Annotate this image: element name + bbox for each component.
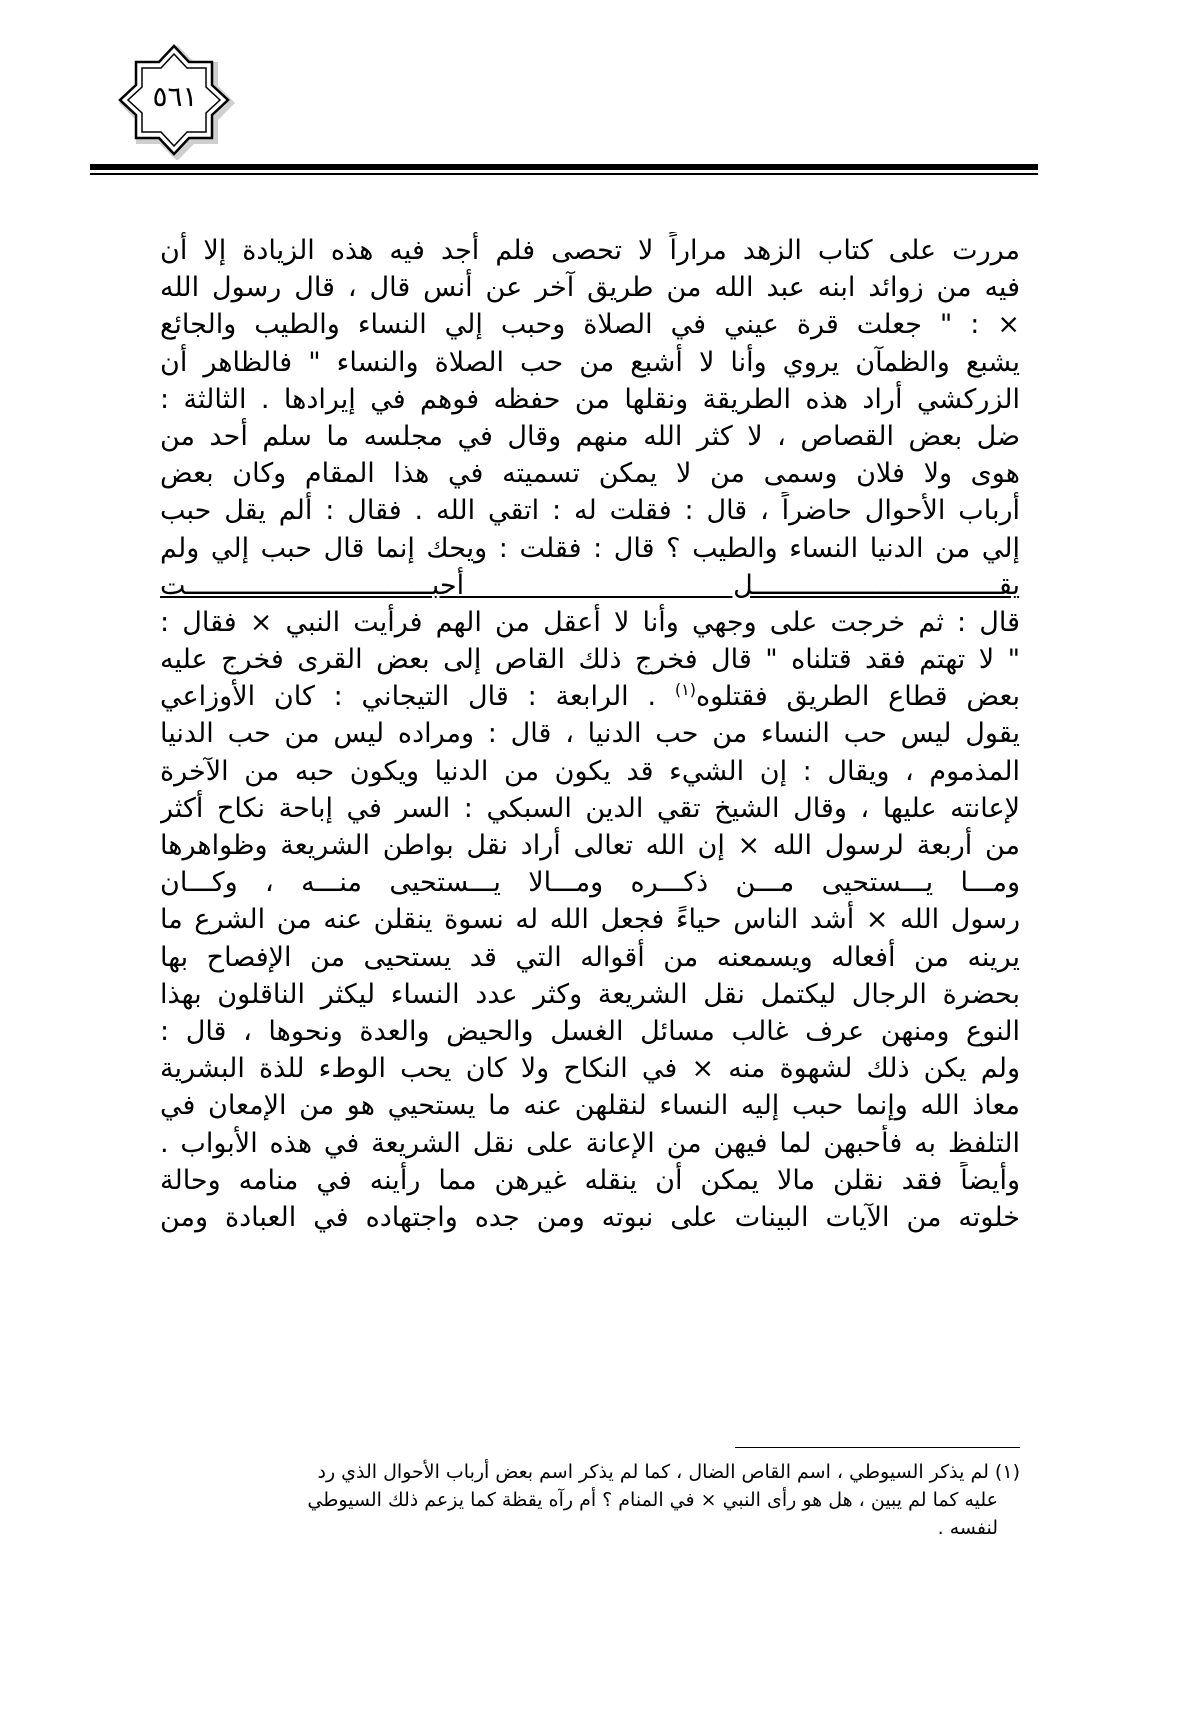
text-line: يرينه من أفعاله ويسمعنه من أقواله التي قد يستحيى من الإفصاح بها <box>160 941 1020 973</box>
text-line: خلوته من الآيات البينات على نبوته ومن جده واجتهاده في العبادة ومن <box>160 1201 1020 1233</box>
footnote <box>160 1458 1020 1542</box>
text-line: فيه من زوائد ابنه عبد الله من طريق آخر عن أنس قال ، قال رسول الله <box>160 272 1020 304</box>
text-line: ولم يكن ذلك لشهوة منه × في النكاح ولا كان يحب الوطء للذة البشرية <box>160 1053 1020 1085</box>
text-line: الزركشي أراد هذه الطريقة ونقلها من حفظه فوهم في إيرادها . الثالثة : <box>160 383 1020 415</box>
header-rule-thick <box>90 164 1038 170</box>
text-line: مررت على كتاب الزهد مراراً لا تحصى فلم أجد فيه هذه الزيادة إلا أن <box>160 235 1020 266</box>
header-rule-thin <box>90 173 1038 175</box>
text-line: النوع ومنهن عرف غالب مسائل الغسل والحيض والعدة ونحوها ، قال : <box>160 1015 1020 1047</box>
text-line: أرباب الأحوال حاضراً ، قال : فقلت له : اتقي الله . فقال : ألم يقل حبب <box>160 495 1020 527</box>
text-line: لإعانته عليها ، وقال الشيخ تقي الدين السبكي : السر في إباحة نكاح أكثر <box>160 792 1020 824</box>
text-line: يشبع والظمآن يروي وأنا لا أشبع من حب الصلاة والنساء " فالظاهر أن <box>160 346 1020 378</box>
text-line: وأيضاً فقد نقلن مالا يمكن أن ينقله غيرهن مما رأينه في منامه وحالة <box>160 1164 1020 1196</box>
text-line: ضل بعض القصاص ، لا كثر الله منهم وقال في مجلسه ما سلم أحد من <box>160 420 1020 452</box>
body-text <box>160 232 1020 1236</box>
text-line: من أربعة لرسول الله × إن الله تعالى أراد نقل بواطن الشريعة وظواهرها <box>160 830 1020 861</box>
footnote-line: (١) لم يذكر السيوطي ، اسم القاص الضال ، كما لم يذكر اسم بعض أرباب الأحوال الذي رد <box>317 1461 1020 1483</box>
footnote-line: لنفسه . <box>937 1517 998 1539</box>
text-line: يقول ليس حب النساء من حب الدنيا ، قال : ومراده ليس من حب الدنيا <box>160 718 1020 750</box>
text-segment: بعض قطاع الطريق فقتلوه <box>696 681 1020 713</box>
text-line: بحضرة الرجال ليكتمل نقل الشريعة وكثر عدد النساء ليكثر الناقلون بهذا <box>160 978 1020 1010</box>
text-line: إلي من الدنيا النساء والطيب ؟ قال : فقلت : ويحك إنما قال حبب إلي ولم <box>160 532 1020 564</box>
page-number-badge <box>108 42 242 160</box>
text-line: هوى ولا فلان وسمى من لا يمكن تسميته في هذا المقام وكان بعض <box>160 458 1020 490</box>
footnote-line: عليه كما لم يبين ، هل هو رأى النبي × في المنام ؟ أم رآه يقظة كما يزعم ذلك السيوطي <box>307 1489 998 1511</box>
text-line: التلفظ به فأحبهن لما فيهن من الإعانة على نقل الشريعة في هذه الأبواب . <box>160 1127 1020 1159</box>
text-line: يقـــــــــــــــــــــــــــــــل أحبـــــــــــــــــــــــــــــــت <box>160 569 1020 601</box>
text-line: ومـــا يـــستحيى مـــن ذكـــره ومـــالا يـــستحيى منـــه ، وكـــان <box>160 867 1020 899</box>
text-line-with-footnote-ref <box>160 678 1020 715</box>
text-line: المذموم ، ويقال : إن الشيء قد يكون من الدنيا ويكون حبه من الآخرة <box>160 755 1020 787</box>
text-line: معاذ الله وإنما حبب إليه النساء لنقلهن عنه ما يستحيي هو من الإمعان في <box>160 1090 1020 1122</box>
text-line: رسول الله × أشد الناس حياءً فجعل الله له نسوة ينقلن عنه من الشرع ما <box>160 904 1020 936</box>
text-line: " لا تهتم فقد قتلناه " قال فخرج ذلك القاص إلى بعض القرى فخرج عليه <box>160 644 1020 676</box>
text-line: × : " جعلت قرة عيني في الصلاة وحبب إلي النساء والطيب والجائع <box>160 309 1020 341</box>
footnote-separator <box>735 1447 1020 1448</box>
page-number: ٥٦١ <box>152 80 198 113</box>
footnote-reference[interactable]: (١) <box>674 680 696 700</box>
text-line: قال : ثم خرجت على وجهي وأنا لا أعقل من الهم فرأيت النبي × فقال : <box>160 606 1020 638</box>
text-segment: . الرابعة : قال التيجاني : كان الأوزاعي <box>160 681 675 713</box>
